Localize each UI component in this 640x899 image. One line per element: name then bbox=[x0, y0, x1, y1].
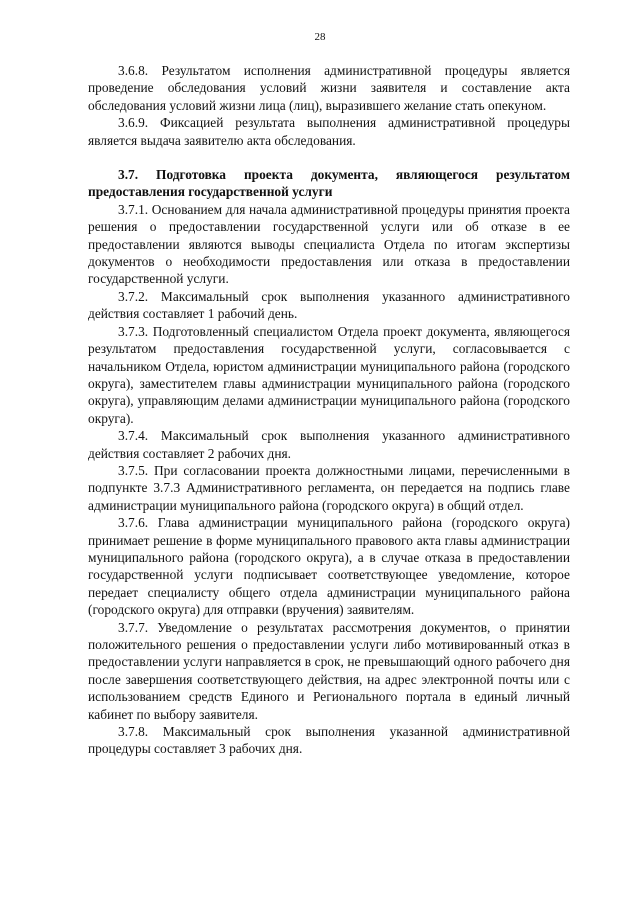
paragraph-3-7-2: 3.7.2. Максимальный срок выполнения указанного административного действия составляет 1 рабочий день. bbox=[88, 288, 570, 322]
paragraph-3-7-1: 3.7.1. Основанием для начала административной процедуры принятия проекта решения о предоставлении государственной услуги или об отказе в ее предоставлении являются выводы специалиста Отдела по итогам экспертизы документов о необходимости предоставления или отказа в предоставлении государственной услуги. bbox=[88, 201, 570, 287]
paragraph-3-7-5: 3.7.5. При согласовании проекта должностными лицами, перечисленными в подпункте 3.7.3 Административного регламента, он передается на подпись главе администрации муниципального района (городского округа) в общий отдел. bbox=[88, 462, 570, 513]
paragraph-3-6-9: 3.6.9. Фиксацией результата выполнения административной процедуры является выдача заявителю акта обследования. bbox=[88, 115, 570, 148]
document-body bbox=[88, 62, 570, 758]
section-heading-3-7: 3.7. Подготовка проекта документа, являющегося результатом предоставления государственной услуги bbox=[88, 167, 570, 200]
paragraph-3-7-6: 3.7.6. Глава администрации муниципального района (городского округа) принимает решение в форме муниципального правового акта главы администрации муниципального района (городского округа), а в случае отказа в предоставлении государственной услуги подписывает соответствующее уведомление, которое передает специалисту общего отдела администрации муниципального района (городского округа) для отправки (вручения) заявителям. bbox=[88, 515, 570, 618]
paragraph-3-6-8: 3.6.8. Результатом исполнения административной процедуры является проведение обследования условий жизни заявителя и составление акта обследования условий жизни лица (лиц), выразившего желание стать опекуном. bbox=[88, 63, 570, 113]
section-spacer bbox=[88, 149, 570, 166]
paragraph-3-7-3: 3.7.3. Подготовленный специалистом Отдела проект документа, являющегося результатом предоставления государственной услуги, согласовывается с начальником Отдела, юристом администрации муниципального района (городского округа), заместителем главы администрации муниципального района (городского округа), управляющим делами администрации муниципального района (городского округа). bbox=[88, 323, 570, 426]
page-number: 28 bbox=[314, 31, 326, 43]
paragraph-3-7-8: 3.7.8. Максимальный срок выполнения указанной административной процедуры составляет 3 рабочих дня. bbox=[88, 724, 570, 757]
paragraph-3-7-7: 3.7.7. Уведомление о результатах рассмотрения документов, о принятии положительного решения о предоставлении услуги либо мотивированный отказ в предоставлении услуги направляется в срок, не превышающий одного рабочего дня после завершения соответствующего действия, на адрес электронной почты или с использованием средств Единого и Регионального портала в единый личный кабинет по выбору заявителя. bbox=[88, 619, 570, 722]
paragraph-3-7-4: 3.7.4. Максимальный срок выполнения указанного административного действия составляет 2 рабочих дня. bbox=[88, 428, 570, 461]
